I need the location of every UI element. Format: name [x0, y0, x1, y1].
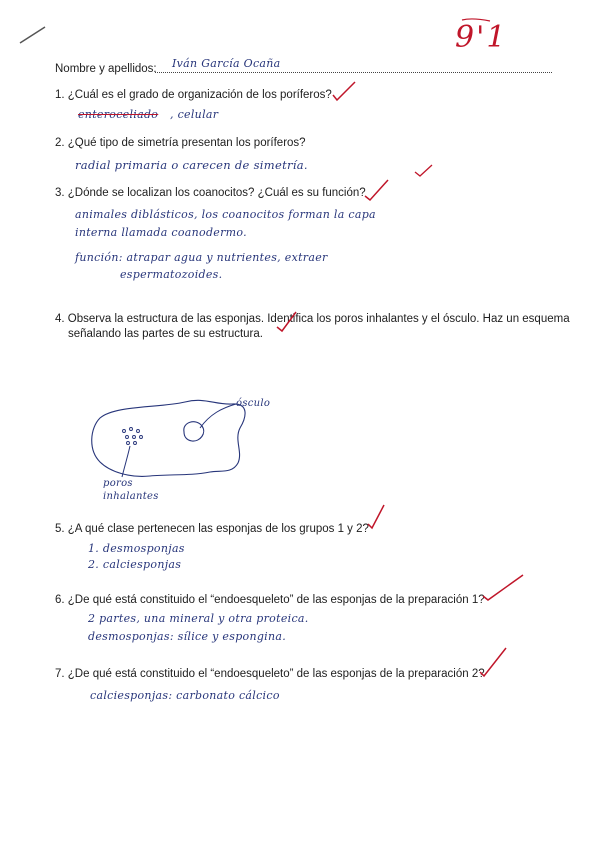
label-poros-line-2: inhalantes [103, 491, 159, 502]
check-mark-q2 [415, 165, 432, 176]
check-mark-q7 [480, 648, 506, 676]
question-4-line-2: señalando las partes de su estructura. [68, 328, 263, 340]
question-4-line-1: 4. Observa la estructura de las esponjas. Identifica los poros inhalantes y el ósculo. Haz un esquema [55, 313, 570, 325]
osculo-opening [184, 422, 204, 441]
question-5: 5. ¿A qué clase pertenecen las esponjas de los grupos 1 y 2? [55, 523, 369, 535]
check-mark-q4 [277, 312, 296, 331]
question-7: 7. ¿De qué está constituido el “endoesqueleto” de las esponjas de la preparación 2? [55, 668, 485, 680]
label-osculo: ósculo [236, 398, 271, 409]
question-2: 2. ¿Qué tipo de simetría presentan los poríferos? [55, 137, 306, 149]
question-3: 3. ¿Dónde se localizan los coanocitos? ¿Cuál es su función? [55, 187, 366, 199]
answer-5-line-1: 1. desmosponjas [88, 542, 185, 555]
pencil-slash-mark [20, 27, 45, 43]
check-mark-q1 [333, 82, 355, 100]
osculo-pointer-line [200, 404, 236, 428]
answer-1-struck: enteroceliado [78, 108, 159, 121]
answer-5-line-2: 2. calciesponjas [88, 558, 182, 571]
grade-mark: 9'1 [455, 20, 508, 55]
check-mark-q5 [368, 505, 384, 528]
answer-6-line-1: 2 partes, una mineral y otra proteica. [88, 612, 309, 625]
answer-2: radial primaria o carecen de simetría. [75, 158, 308, 172]
answer-7: calciesponjas: carbonato cálcico [90, 689, 280, 702]
check-mark-q6 [483, 575, 523, 600]
name-label: Nombre y apellidos: [55, 63, 157, 75]
student-name: Iván García Ocaña [172, 57, 281, 70]
answer-3-line-4: espermatozoides. [120, 268, 223, 281]
check-mark-q3 [365, 180, 388, 200]
answer-1: , celular [170, 108, 219, 121]
answer-3-line-2: interna llamada coanodermo. [75, 226, 247, 239]
sponge-outline [92, 400, 245, 476]
grade-underline [462, 19, 490, 21]
answer-3-line-1: animales diblásticos, los coanocitos forman la capa [75, 208, 376, 221]
label-poros-line-1: poros [103, 478, 133, 489]
question-6: 6. ¿De qué está constituido el “endoesqueleto” de las esponjas de la preparación 1? [55, 594, 485, 606]
question-1: 1. ¿Cuál es el grado de organización de los poríferos? [55, 89, 332, 101]
answer-3-line-3: función: atrapar agua y nutrientes, extraer [75, 251, 328, 264]
poros-group [123, 428, 143, 445]
answer-6-line-2: desmosponjas: sílice y espongina. [88, 630, 287, 643]
poros-pointer-line [122, 446, 130, 477]
